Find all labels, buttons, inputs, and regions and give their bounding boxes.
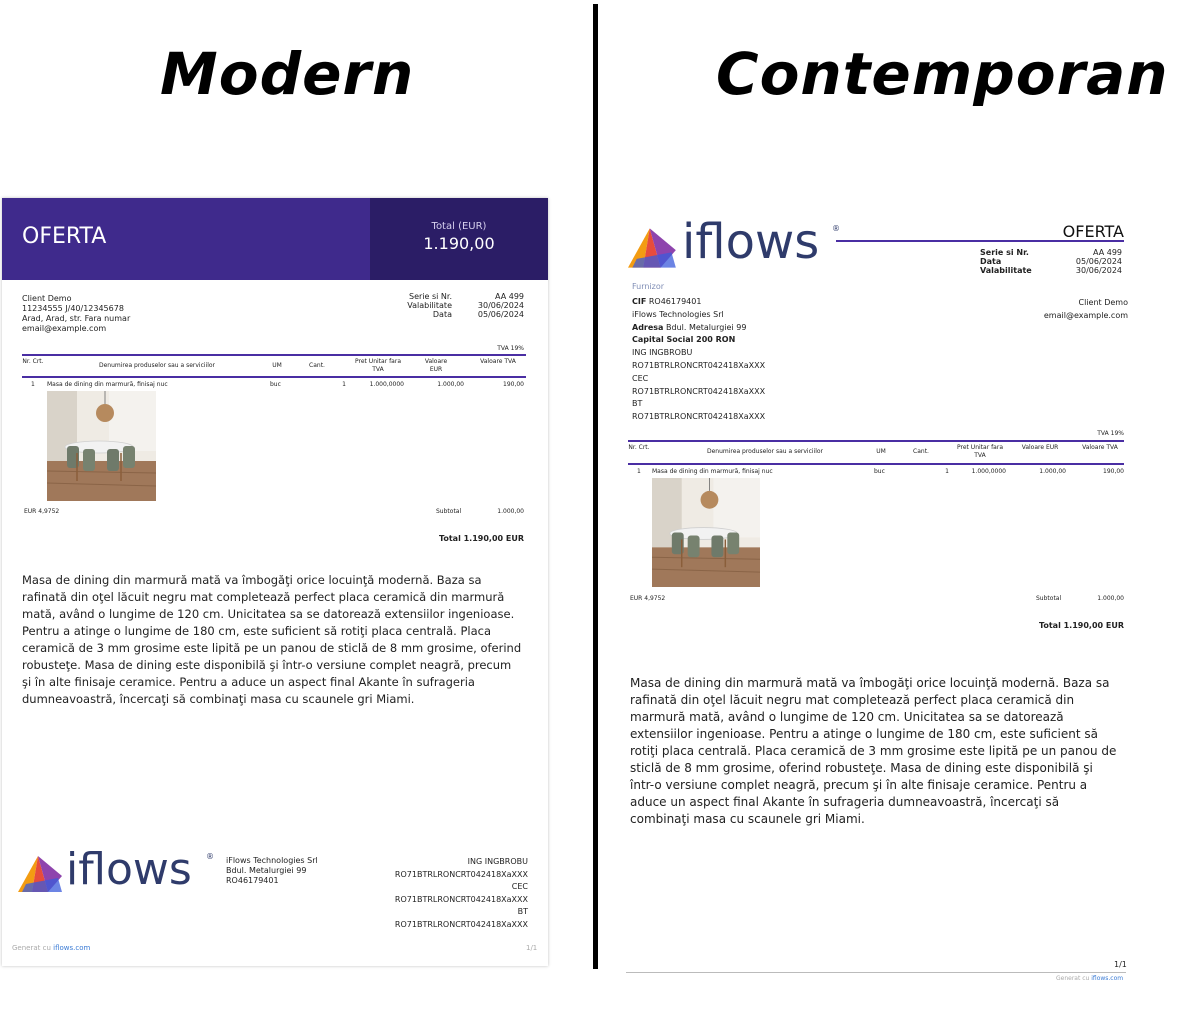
row-name: Masa de dining din marmură, finisaj nuc	[652, 468, 773, 475]
meta-label: Valabilitate	[407, 301, 452, 310]
row-value: 1.000,00	[437, 381, 464, 388]
client-address: Arad, Arad, str. Fara numar	[22, 314, 131, 323]
row-nr: 1	[637, 468, 641, 475]
company-cif: RO46179401	[226, 876, 279, 885]
row-vat: 190,00	[503, 381, 524, 388]
meta-value: 05/06/2024	[477, 310, 524, 319]
meta-label: Serie si Nr.	[980, 248, 1029, 257]
iflows-wordmark: iflows	[682, 214, 820, 270]
col-value: Valoare EUR	[424, 358, 448, 373]
supplier-address: Adresa Bdul. Metalurgiei 99	[632, 322, 747, 332]
iflows-logo-icon	[18, 854, 64, 894]
col-vat: Valoare TVA	[1082, 444, 1118, 451]
modern-subtotal-label: Subtotal	[436, 508, 462, 515]
modern-bank-block	[372, 856, 528, 931]
modern-meta-values	[462, 292, 524, 319]
col-qty: Cant.	[913, 448, 929, 455]
modern-table-top-line	[22, 354, 526, 356]
contemporan-client-block	[980, 296, 1128, 322]
modern-table-header-line	[22, 376, 526, 378]
registered-mark: ®	[206, 852, 214, 861]
bank-line: RO71BTRLRONCRT042418XaXXX	[394, 894, 528, 904]
meta-value: 30/06/2024	[1075, 266, 1122, 275]
bank-line: RO71BTRLRONCRT042418XaXXX	[394, 919, 528, 929]
bank-line: BT	[632, 399, 643, 409]
col-name: Denumirea produselor sau a serviciilor	[706, 448, 824, 455]
modern-rate: EUR 4,9752	[24, 508, 60, 515]
contemporan-offer-page	[620, 210, 1130, 990]
meta-value: 30/06/2024	[477, 301, 524, 310]
bank-line: RO71BTRLRONCRT042418XaXXX	[632, 360, 766, 370]
modern-logo	[18, 844, 228, 900]
contemporan-description: Masa de dining din marmură mată va îmbogăţi orice locuinţă modernă. Baza sa rafinată din oţel lăcuit negru mat completează perfect placa ceramică din marmură mată, având o lungime de 120 cm. Unicitatea sa se datorează extensiilor ingenioase. Pentru a atinge o lungime de 180 cm, este suficient să rotiţi placa centrală. Placa ceramică de 3 mm grosime este lipită pe un panou de sticlă de 8 mm grosime, oferind robusteţe. Masa de dining este disponibilă şi într-o versiune complet neagră, precum şi în alte finisaje ceramice. Pentru a aduce un aspect final Akante în sufrageria dumneavoastră, încercaţi să combinaţi masa cu scaunele gri Miami.	[630, 676, 1117, 826]
modern-page-number: 1/1	[526, 944, 538, 952]
iflows-wordmark: iflows	[66, 844, 192, 895]
contemporan-heading: Contemporan	[716, 40, 1169, 108]
bank-line: CEC	[511, 882, 528, 891]
contemporan-rate: EUR 4,9752	[630, 595, 666, 602]
contemporan-meta-values	[1060, 248, 1122, 275]
bank-line: CEC	[632, 373, 649, 383]
row-qty: 1	[945, 468, 949, 475]
bank-line: RO71BTRLRONCRT042418XaXXX	[394, 869, 528, 879]
bank-line: RO71BTRLRONCRT042418XaXXX	[632, 412, 766, 422]
product-photo	[652, 478, 760, 587]
col-um: UM	[272, 362, 282, 369]
company-address: Bdul. Metalurgiei 99	[226, 866, 307, 875]
generated-prefix: Generat cu	[12, 944, 54, 952]
row-qty: 1	[342, 381, 346, 388]
row-unit-price: 1.000,0000	[971, 468, 1006, 475]
modern-client-block	[22, 294, 222, 334]
row-unit-price: 1.000,0000	[369, 381, 404, 388]
client-name: Client Demo	[22, 294, 72, 303]
contemporan-generated-by	[1056, 975, 1123, 983]
row-vat: 190,00	[1103, 468, 1124, 475]
col-value: Valoare EUR	[1021, 444, 1059, 451]
row-name: Masa de dining din marmură, finisaj nuc	[47, 381, 168, 388]
modern-company-block	[226, 856, 366, 886]
bank-line: BT	[517, 907, 528, 916]
meta-label: Data	[980, 257, 1002, 266]
row-nr: 1	[31, 381, 35, 388]
client-email: email@example.com	[1043, 311, 1128, 320]
meta-value: 05/06/2024	[1075, 257, 1122, 266]
bank-line: RO71BTRLRONCRT042418XaXXX	[632, 386, 766, 396]
row-um: buc	[270, 381, 281, 388]
contemporan-table-top-line	[628, 440, 1124, 442]
contemporan-page-number: 1/1	[1114, 960, 1127, 969]
modern-offer-page	[2, 198, 548, 966]
modern-total-label: Total (EUR)	[431, 221, 487, 232]
col-nr: Nr. Crt.	[628, 444, 650, 451]
col-qty: Cant.	[309, 362, 325, 369]
iflows-logo-icon	[628, 226, 678, 270]
col-name: Denumirea produselor sau a serviciilor	[98, 362, 216, 369]
column-divider	[593, 4, 598, 969]
contemporan-doc-title: OFERTA	[1062, 222, 1124, 241]
contemporan-tva-label: TVA 19%	[1097, 430, 1124, 437]
modern-subtotal-value: 1.000,00	[497, 508, 524, 515]
modern-total-value: 1.190,00	[423, 234, 495, 253]
generated-link[interactable]: iflows.com	[1091, 975, 1124, 982]
meta-label: Serie si Nr.	[409, 292, 452, 301]
modern-meta-labels	[362, 292, 452, 319]
supplier-capital: Capital Social 200 RON	[632, 335, 736, 345]
supplier-cif: CIF RO46179401	[632, 297, 702, 306]
generated-link[interactable]: iflows.com	[53, 944, 91, 952]
row-um: buc	[874, 468, 885, 475]
modern-doc-title: OFERTA	[22, 224, 107, 249]
generated-prefix: Generat cu	[1056, 975, 1092, 982]
col-unit-price: Pret Unitar fara TVA	[355, 358, 401, 373]
bank-line: ING INGBROBU	[632, 348, 693, 358]
contemporan-subtotal-value: 1.000,00	[1097, 595, 1124, 602]
col-nr: Nr. Crt.	[22, 358, 44, 365]
meta-label: Valabilitate	[980, 266, 1032, 275]
modern-grand-total: Total 1.190,00 EUR	[438, 534, 524, 543]
client-name: Client Demo	[1078, 298, 1128, 307]
supplier-name: iFlows Technologies Srl	[632, 309, 724, 319]
contemporan-footer-line	[626, 972, 1126, 973]
col-vat: Valoare TVA	[480, 358, 516, 365]
contemporan-meta-labels	[980, 248, 1060, 275]
supplier-block	[632, 296, 852, 424]
client-email: email@example.com	[22, 324, 107, 333]
modern-description: Masa de dining din marmură mată va îmbogăţi orice locuinţă modernă. Baza sa rafinată din oţel lăcuit negru mat completează perfect placa ceramică din marmură mată, având o lungime de 120 cm. Unicitatea sa se datorează extensiilor ingenioase. Pentru a atinge o lungime de 180 cm, este suficient să rotiţi placa centrală. Placa ceramică de 3 mm grosime este lipită pe un panou de sticlă de 8 mm grosime, oferind robusteţe. Masa de dining este disponibilă şi într-o versiune complet neagră, precum şi în alte finisaje ceramice. Pentru a aduce un aspect final Akante în sufrageria dumneavoastră, încercaţi să combinaţi masa cu scaunele gri Miami.	[22, 573, 522, 706]
modern-tva-label: TVA 19%	[497, 345, 524, 352]
contemporan-table-header-line	[628, 463, 1124, 465]
modern-generated-by	[12, 944, 90, 953]
client-reg: 11234555 J/40/12345678	[22, 304, 124, 313]
col-unit-price: Pret Unitar fara TVA	[957, 444, 1003, 459]
modern-heading: Modern	[160, 40, 415, 108]
bank-line: ING INGBROBU	[467, 857, 528, 866]
col-um: UM	[876, 448, 886, 455]
row-value: 1.000,00	[1039, 468, 1066, 475]
meta-value: AA 499	[495, 292, 524, 301]
contemporan-grand-total: Total 1.190,00 EUR	[1038, 621, 1124, 630]
meta-value: AA 499	[1093, 248, 1122, 257]
furnizor-label: Furnizor	[632, 282, 665, 291]
product-photo	[47, 391, 156, 501]
contemporan-subtotal-label: Subtotal	[1036, 595, 1062, 602]
registered-mark: ®	[832, 224, 840, 233]
contemporan-logo	[628, 214, 840, 276]
company-name: iFlows Technologies Srl	[226, 856, 318, 865]
meta-label: Data	[432, 310, 452, 319]
